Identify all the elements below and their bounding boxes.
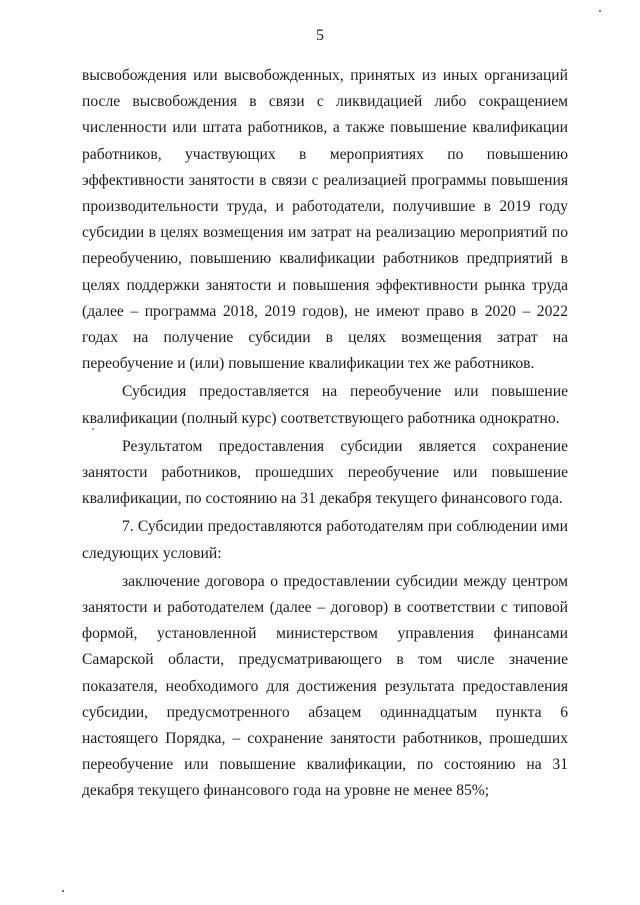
paragraph-subsidy-once: Субсидия предоставляется на переобучение или повышение квалификации (полный курс) соответствующего работника однократно. (82, 383, 568, 427)
paragraph-item-7: 7. Субсидии предоставляются работодателям при соблюдении ими следующих условий: (82, 518, 568, 562)
paragraph-contract-condition: заключение договора о предоставлении субсидии между центром занятости и работодателем (далее – договор) в соответствии с типовой формой, установленной министерством управления финансами Самарской области, предусматривающего в том числе значение показателя, необходимого для достижения результата предоставления субсидии, предусмотренного абзацем одиннадцатым пункта 6 настоящего Порядка, – сохранение занятости работников, прошедших переобучение или повышение квалификации, по состоянию на 31 декабря текущего финансового года на уровне не менее 85%; (82, 572, 568, 800)
page-number: 5 (316, 27, 324, 44)
scan-speck (92, 428, 94, 430)
scan-speck (599, 10, 601, 12)
scan-speck (62, 890, 64, 892)
document-body (82, 63, 568, 805)
paragraph-subsidy-result: Результатом предоставления субсидии является сохранение занятости работников, прошедших переобучение или повышение квалификации, по состоянию на 31 декабря текущего финансового года. (82, 437, 568, 508)
paragraph-continuation: высвобождения или высвобожденных, принятых из иных организаций после высвобождения в связи с ликвидацией либо сокращением численности или штата работников, а также повышение квалификации работников, участвующих в мероприятиях по повышению эффективности занятости в связи с реализацией программы повышения производительности труда, и работодатели, получившие в 2019 году субсидии в целях возмещения им затрат на реализацию мероприятий по переобучению, повышению квалификации работников предприятий в целях поддержки занятости и повышения эффективности рынка труда (далее – программа 2018, 2019 годов), не имеют право в 2020 – 2022 годах на получение субсидии в целях возмещения затрат на переобучение и (или) повышение квалификации тех же работников. (82, 67, 568, 373)
